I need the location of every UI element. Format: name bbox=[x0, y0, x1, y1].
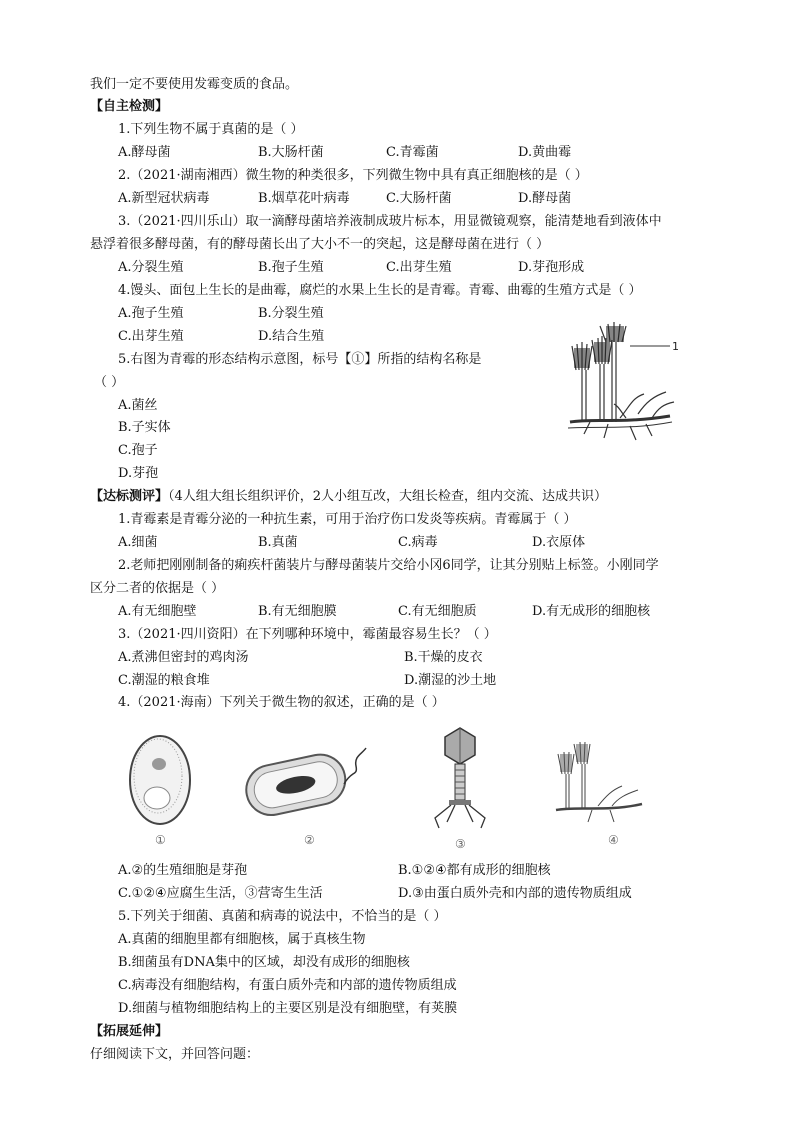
figure-caption-2: ② bbox=[304, 833, 315, 847]
section-note: （4人组大组长组织评价，2人小组互改，大组长检查，组内交流、达成共识） bbox=[168, 489, 608, 504]
option-c: C.出芽生殖 bbox=[386, 260, 452, 275]
option-b: B.孢子生殖 bbox=[258, 260, 324, 275]
reading-instruction: 仔细阅读下文，并回答问题： bbox=[90, 1047, 260, 1062]
option-d: D.衣原体 bbox=[532, 535, 586, 550]
question-stem: 1.下列生物不属于真菌的是（ ） bbox=[118, 122, 304, 137]
option-c: C.大肠杆菌 bbox=[386, 191, 452, 206]
option-c: C.出芽生殖 bbox=[118, 329, 184, 344]
option-b: B.干燥的皮衣 bbox=[404, 650, 483, 665]
option-a: A.②的生殖细胞是芽孢 bbox=[118, 863, 248, 878]
option-d: D.芽孢形成 bbox=[518, 260, 585, 275]
section-heading-extension: 【拓展延伸】 bbox=[90, 1024, 169, 1039]
option-a: A.细菌 bbox=[118, 535, 158, 550]
option-c: C.①②④应腐生生活，③营寄生生活 bbox=[118, 886, 323, 901]
penicillium-figure bbox=[560, 322, 680, 447]
option-c: C.病毒没有细胞结构，有蛋白质外壳和内部的遗传物质组成 bbox=[118, 978, 457, 993]
option-b: B.①②④都有成形的细胞核 bbox=[398, 863, 551, 878]
option-a: A.酵母菌 bbox=[118, 145, 171, 160]
option-d: D.酵母菌 bbox=[518, 191, 572, 206]
option-b: B.分裂生殖 bbox=[258, 306, 324, 321]
option-a: A.煮沸但密封的鸡肉汤 bbox=[118, 650, 249, 665]
question-stem-continued: 悬浮着很多酵母菌，有的酵母菌长出了大小不一的突起，这是酵母菌在进行（ ） bbox=[90, 237, 550, 252]
figure-penicillium-small bbox=[552, 740, 647, 852]
option-c: C.病毒 bbox=[398, 535, 438, 550]
figure-bacterium bbox=[240, 746, 370, 852]
option-d: D.有无成形的细胞核 bbox=[532, 604, 651, 619]
option-d: D.芽孢 bbox=[118, 466, 159, 481]
question-stem: 4.馒头、面包上生长的是曲霉，腐烂的水果上生长的是青霉。青霉、曲霉的生殖方式是（ ） bbox=[118, 283, 642, 298]
option-b: B.烟草花叶病毒 bbox=[258, 191, 350, 206]
option-a: A.孢子生殖 bbox=[118, 306, 184, 321]
intro-text: 我们一定不要使用发霉变质的食品。 bbox=[90, 77, 299, 92]
question-stem: 5.下列关于细菌、真菌和病毒的说法中，不恰当的是（ ） bbox=[118, 909, 447, 924]
option-c: C.潮湿的粮食堆 bbox=[118, 673, 210, 688]
section-heading-text: 【达标测评】 bbox=[90, 489, 169, 504]
question-stem: 2.（2021·湖南湘西）微生物的种类很多，下列微生物中具有真正细胞核的是（ ） bbox=[118, 168, 588, 183]
option-b: B.子实体 bbox=[118, 420, 171, 435]
figure-caption-1: ① bbox=[155, 833, 166, 847]
option-d: D.细菌与植物细胞结构上的主要区别是没有细胞壁，有荚膜 bbox=[118, 1001, 458, 1016]
figure-caption-4: ④ bbox=[608, 833, 619, 847]
question-stem: 3.（2021·四川乐山）取一滴酵母菌培养液制成玻片标本，用显微镜观察，能清楚地看到液体中 bbox=[118, 214, 662, 229]
question-stem: 3.（2021·四川资阳）在下列哪种环境中，霉菌最容易生长？（ ） bbox=[118, 627, 497, 642]
option-d: D.潮湿的沙土地 bbox=[404, 673, 497, 688]
option-a: A.分裂生殖 bbox=[118, 260, 184, 275]
option-c: C.青霉菌 bbox=[386, 145, 439, 160]
figure-caption-3: ③ bbox=[455, 837, 466, 851]
option-a: A.新型冠状病毒 bbox=[118, 191, 210, 206]
option-d: D.结合生殖 bbox=[258, 329, 325, 344]
question-stem: 4.（2021·海南）下列关于微生物的叙述，正确的是（ ） bbox=[118, 695, 445, 710]
figure-yeast-cell bbox=[125, 732, 195, 852]
option-a: A.菌丝 bbox=[118, 398, 158, 413]
question-stem: 5.右图为青霉的形态结构示意图，标号【①】所指的结构名称是 bbox=[118, 352, 482, 367]
option-d: D.③由蛋白质外壳和内部的遗传物质组成 bbox=[398, 886, 632, 901]
section-heading-self-check: 【自主检测】 bbox=[90, 99, 169, 114]
question-stem: 2.老师把刚刚制备的痢疾杆菌装片与酵母菌装片交给小冈6同学，让其分别贴上标签。小刚同学 bbox=[118, 558, 659, 573]
option-d: D.黄曲霉 bbox=[518, 145, 572, 160]
question-stem: 1.青霉素是青霉分泌的一种抗生素，可用于治疗伤口发炎等疾病。青霉属于（ ） bbox=[118, 512, 577, 527]
figure-label-1: 1 bbox=[672, 340, 679, 353]
option-b: B.有无细胞膜 bbox=[258, 604, 337, 619]
figure-bacteriophage bbox=[425, 726, 495, 852]
option-a: A.有无细胞壁 bbox=[118, 604, 197, 619]
option-b: B.真菌 bbox=[258, 535, 298, 550]
option-a: A.真菌的细胞里都有细胞核，属于真核生物 bbox=[118, 932, 366, 947]
option-c: C.有无细胞质 bbox=[398, 604, 477, 619]
option-b: B.大肠杆菌 bbox=[258, 145, 324, 160]
question-stem-continued: （ ） bbox=[94, 375, 125, 390]
option-b: B.细菌虽有DNA集中的区域，却没有成形的细胞核 bbox=[118, 955, 410, 970]
option-c: C.孢子 bbox=[118, 443, 158, 458]
section-heading-assessment bbox=[90, 488, 607, 506]
question-stem-continued: 区分二者的依据是（ ） bbox=[90, 581, 225, 596]
